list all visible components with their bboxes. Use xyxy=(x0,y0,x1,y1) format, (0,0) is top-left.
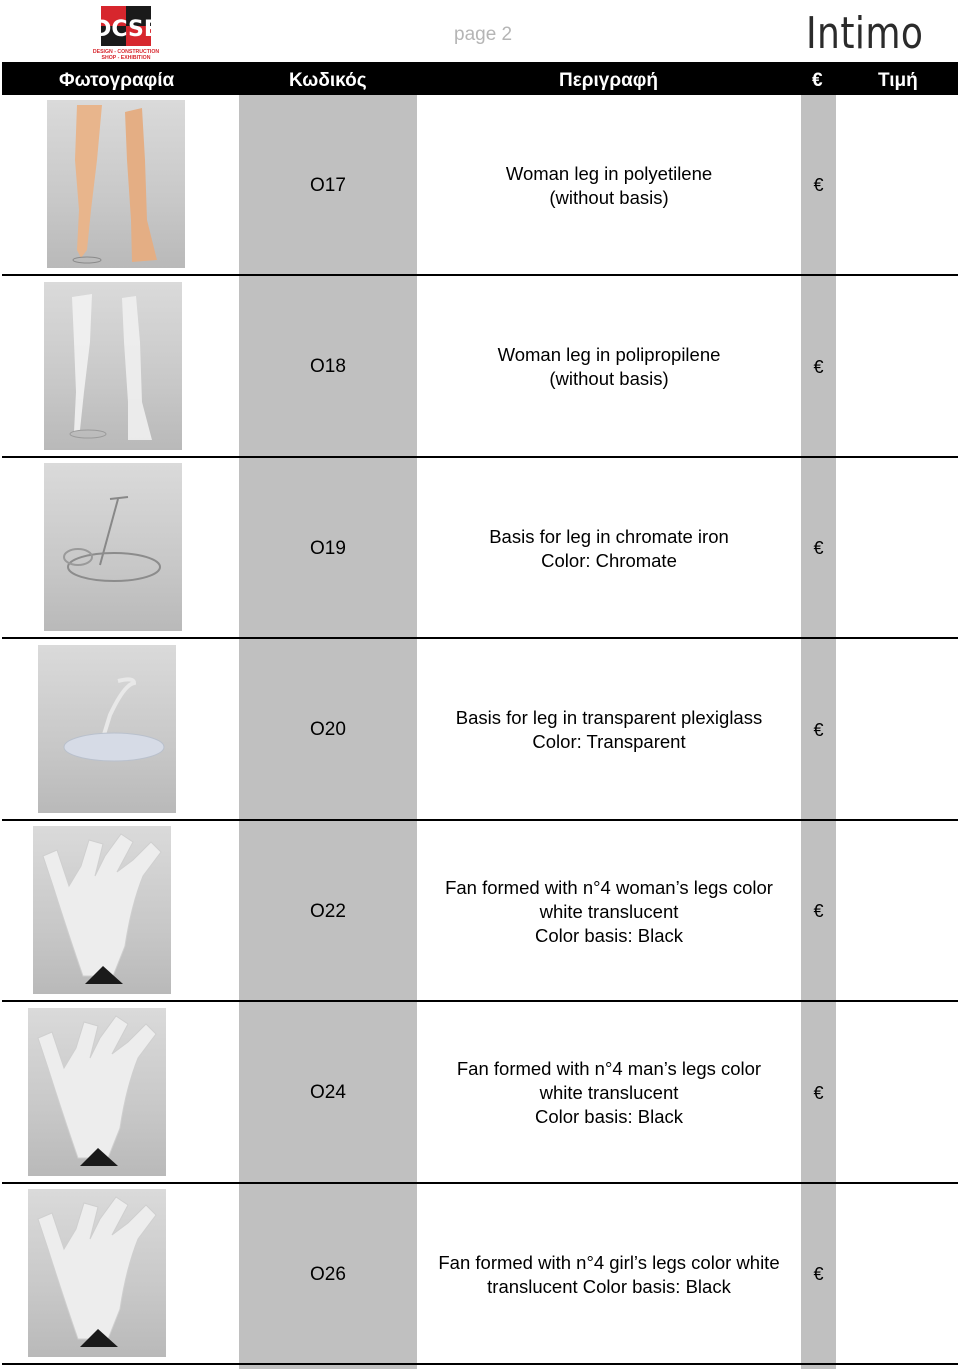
product-photo xyxy=(28,1189,166,1357)
currency-symbol: € xyxy=(813,719,824,740)
column-description: Περιγραφή xyxy=(559,70,658,91)
product-code: O22 xyxy=(310,900,346,922)
column-header-bar xyxy=(2,62,958,95)
table-row xyxy=(0,458,960,639)
product-photo xyxy=(47,100,185,268)
column-price: Τιμή xyxy=(878,70,918,91)
product-photo xyxy=(44,282,182,450)
currency-symbol: € xyxy=(813,356,824,377)
currency-symbol: € xyxy=(813,901,824,921)
product-description: Fan formed with n°4 woman’s legs color white translucent Color basis: Black xyxy=(445,876,773,946)
currency-symbol: € xyxy=(813,175,824,195)
page-number: page 2 xyxy=(454,24,513,45)
product-code: O24 xyxy=(310,1082,346,1103)
product-description: Basis for leg in chromate iron Color: Chromate xyxy=(489,525,729,571)
product-code: O20 xyxy=(310,719,346,740)
brand-name: Intimo xyxy=(806,8,924,59)
product-code: O26 xyxy=(310,1263,346,1285)
product-description: Fan formed with n°4 girl’s legs color white translucent Color basis: Black xyxy=(438,1251,780,1297)
product-description: Fan formed with n°4 man’s legs color white translucent Color basis: Black xyxy=(456,1058,762,1127)
product-photo xyxy=(38,645,176,813)
svg-text:DESIGN - CONSTRUCTION: DESIGN - CONSTRUCTION xyxy=(92,49,160,55)
column-currency: € xyxy=(812,70,823,91)
table-row xyxy=(0,95,960,276)
svg-text:SHOP - EXHIBITION: SHOP - EXHIBITION xyxy=(101,55,151,61)
currency-symbol: € xyxy=(813,1264,824,1284)
product-description: Woman leg in polipropilene (without basis) xyxy=(497,344,721,389)
product-photo xyxy=(44,463,182,631)
dcse-logo xyxy=(92,6,160,61)
currency-symbol: € xyxy=(813,538,824,558)
product-code: O18 xyxy=(310,356,346,377)
table-row xyxy=(0,1003,960,1184)
table-row xyxy=(0,1184,960,1365)
column-photo: Φωτογραφία xyxy=(59,70,175,91)
product-photo xyxy=(28,1008,166,1176)
product-description: Basis for leg in transparent plexiglass Color: Transparent xyxy=(455,707,763,752)
column-code: Κωδικός xyxy=(289,70,367,91)
currency-symbol: € xyxy=(813,1082,824,1103)
table-row xyxy=(0,277,960,458)
svg-text:DCSE: DCSE xyxy=(93,17,159,42)
page-header xyxy=(0,0,960,62)
product-description: Woman leg in polyetilene (without basis) xyxy=(505,162,713,208)
table-row xyxy=(0,821,960,1002)
product-code: O19 xyxy=(310,537,346,559)
product-photo xyxy=(33,826,171,994)
row-divider xyxy=(2,1363,958,1365)
product-code: O17 xyxy=(310,174,346,196)
table-row xyxy=(0,640,960,821)
